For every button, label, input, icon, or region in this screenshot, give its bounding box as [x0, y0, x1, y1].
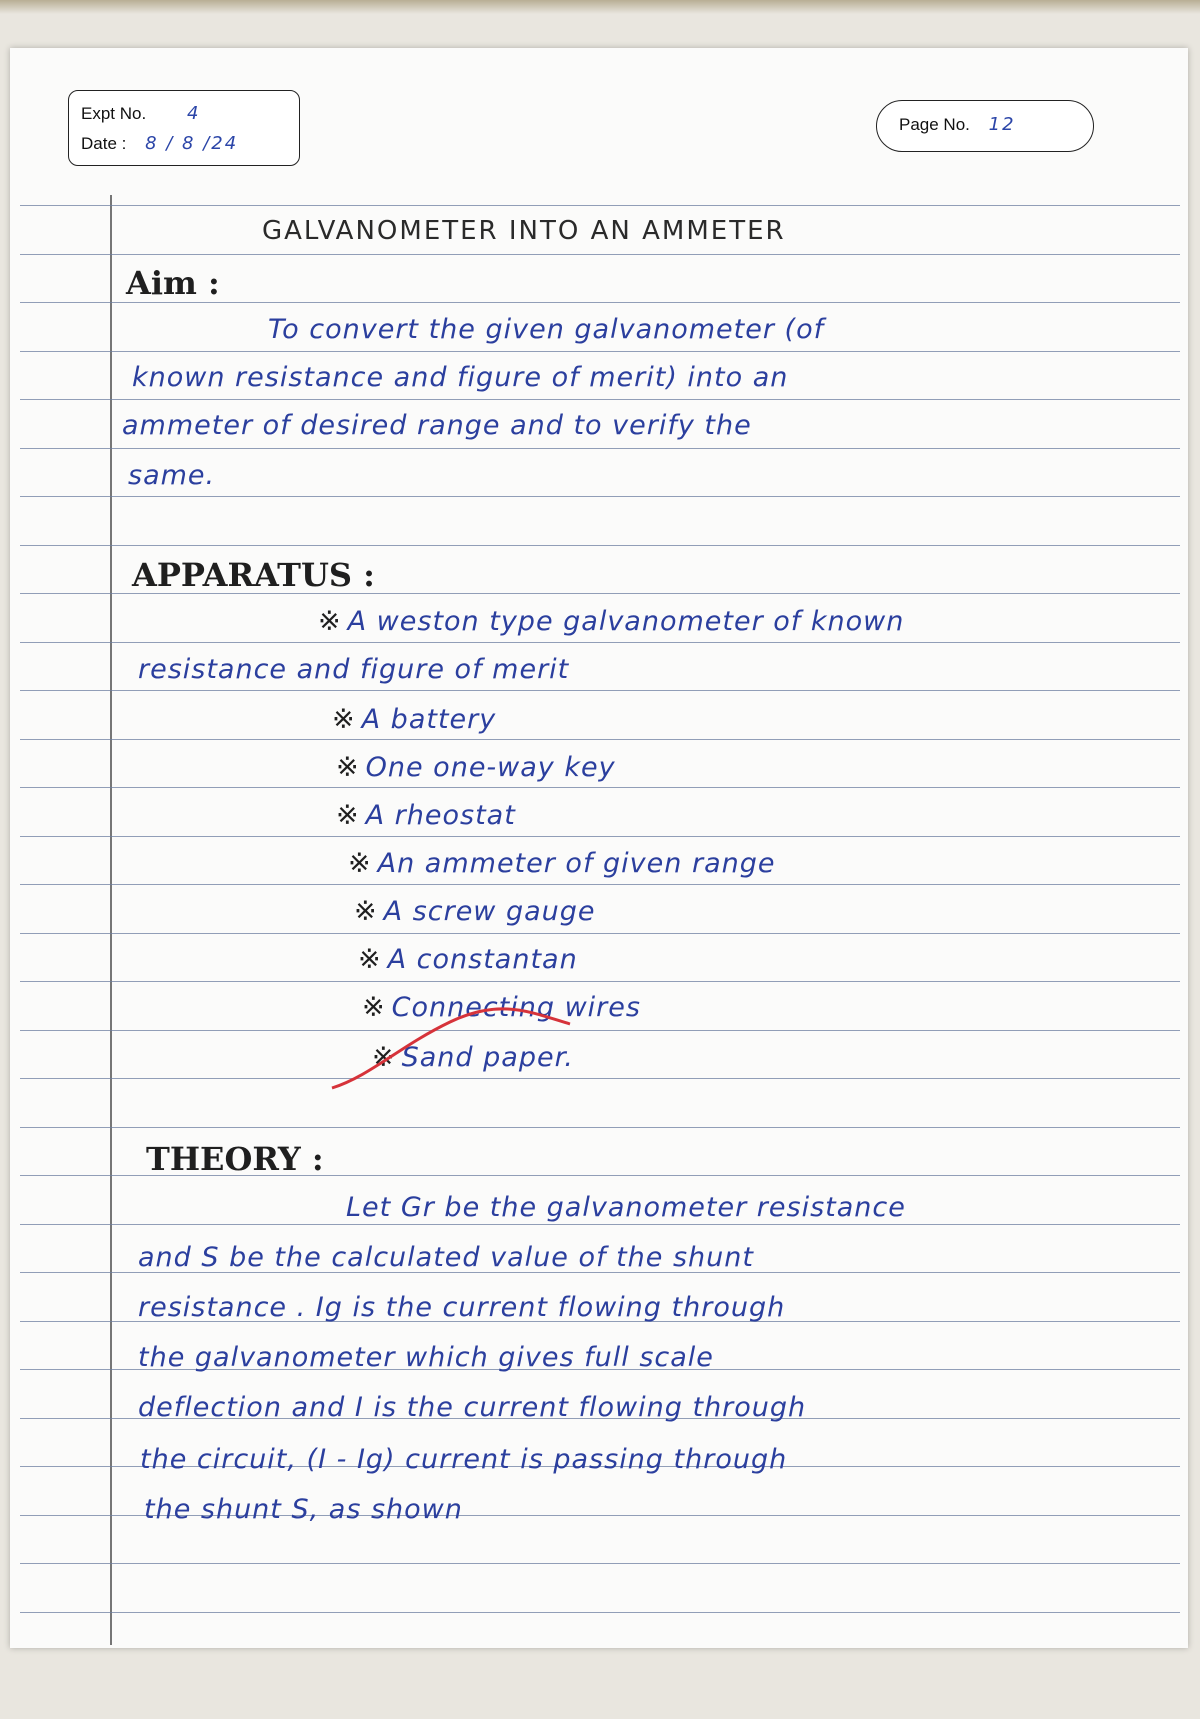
apparatus-item — [318, 606, 904, 637]
theory-line-5: deflection and I is the current flowing through — [138, 1392, 807, 1423]
bullet-icon: ※ — [358, 944, 382, 975]
checkmark-icon — [330, 1006, 590, 1096]
ruled-line — [20, 1612, 1180, 1613]
date-label: Date : — [81, 134, 127, 153]
ruled-line — [20, 1078, 1180, 1079]
expt-row — [81, 103, 200, 124]
ruled-line — [20, 981, 1180, 982]
ruled-line — [20, 205, 1180, 206]
date-row — [81, 133, 238, 154]
apparatus-item-text: One one-way key — [365, 752, 616, 783]
bullet-icon: ※ — [362, 992, 386, 1023]
aim-line-3: ammeter of desired range and to verify the — [122, 410, 752, 441]
bullet-icon: ※ — [336, 800, 360, 831]
ruled-line — [20, 351, 1180, 352]
bullet-icon: ※ — [372, 1042, 396, 1073]
apparatus-item-text: Connecting wires — [391, 992, 641, 1023]
apparatus-item — [358, 944, 578, 975]
apparatus-heading: APPARATUS : — [132, 556, 375, 594]
ruled-line — [20, 787, 1180, 788]
apparatus-item-text: A constantan — [387, 944, 578, 975]
apparatus-item — [348, 848, 775, 879]
ruled-line — [20, 739, 1180, 740]
bullet-icon: ※ — [348, 848, 372, 879]
apparatus-item — [354, 896, 596, 927]
photo-edge — [0, 0, 1200, 14]
expt-value: 4 — [186, 103, 201, 124]
date-value: 8 / 8 /24 — [145, 133, 239, 154]
ruled-line — [20, 1030, 1180, 1031]
apparatus-item-text: A battery — [361, 704, 497, 735]
ruled-line — [20, 933, 1180, 934]
theory-line-7: the shunt S, as shown — [144, 1494, 463, 1525]
bullet-icon: ※ — [354, 896, 378, 927]
ruled-line — [20, 642, 1180, 643]
page-label: Page No. — [899, 115, 970, 134]
ruled-line — [20, 1127, 1180, 1128]
apparatus-item-text: A screw gauge — [383, 896, 596, 927]
apparatus-item-text: A rheostat — [365, 800, 516, 831]
theory-line-6: the circuit, (I - Ig) current is passing through — [140, 1444, 788, 1475]
ruled-line — [20, 690, 1180, 691]
margin-line — [110, 195, 112, 1645]
apparatus-item — [336, 800, 516, 831]
experiment-info-box — [68, 90, 300, 166]
page-title: GALVANOMETER INTO AN AMMETER — [262, 216, 786, 246]
bullet-icon: ※ — [318, 606, 342, 637]
ruled-line — [20, 448, 1180, 449]
theory-heading: THEORY : — [146, 1140, 324, 1178]
apparatus-item — [336, 752, 616, 783]
theory-line-2: and S be the calculated value of the shunt — [138, 1242, 754, 1273]
aim-heading: Aim : — [126, 264, 220, 302]
aim-line-1: To convert the given galvanometer (of — [268, 314, 825, 345]
ruled-line — [20, 302, 1180, 303]
aim-line-2: known resistance and figure of merit) into an — [132, 362, 789, 393]
page-value: 12 — [988, 114, 1016, 135]
ruled-line — [20, 545, 1180, 546]
ruled-line — [20, 836, 1180, 837]
theory-line-1: Let Gr be the galvanometer resistance — [346, 1192, 906, 1223]
aim-line-4: same. — [128, 460, 216, 491]
expt-label: Expt No. — [81, 104, 147, 123]
bullet-icon: ※ — [332, 704, 356, 735]
ruled-line — [20, 884, 1180, 885]
ruled-line — [20, 496, 1180, 497]
ruled-line — [20, 1563, 1180, 1564]
ruled-line — [20, 254, 1180, 255]
apparatus-item-continued: resistance and figure of merit — [138, 654, 570, 685]
theory-line-3: resistance . Ig is the current flowing through — [138, 1292, 786, 1323]
ruled-line — [20, 399, 1180, 400]
apparatus-item — [332, 704, 496, 735]
apparatus-item-text: An ammeter of given range — [377, 848, 776, 879]
apparatus-item-text: Sand paper. — [401, 1042, 574, 1073]
apparatus-item-text: A weston type galvanometer of known — [347, 606, 905, 637]
bullet-icon: ※ — [336, 752, 360, 783]
theory-line-4: the galvanometer which gives full scale — [138, 1342, 714, 1373]
page-row — [899, 114, 1016, 135]
ruled-line — [20, 1224, 1180, 1225]
page-number-box — [876, 100, 1094, 152]
